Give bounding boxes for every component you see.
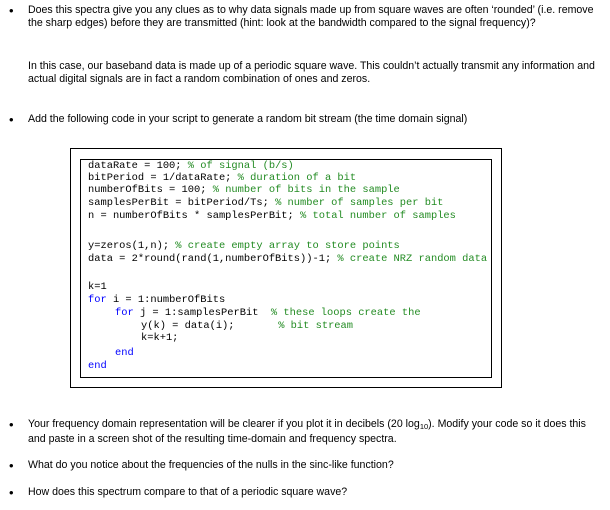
question-spectrum-compare: How does this spectrum compare to that of a periodic square wave?: [28, 486, 348, 498]
question-sinc-nulls: What do you notice about the frequencies of the nulls in the sinc-like function?: [28, 459, 394, 471]
code-line: numberOfBits = 100; % number of bits in the sample: [88, 184, 400, 196]
paragraph-baseband-data: In this case, our baseband data is made up of a periodic square wave. This couldn’t actually transmit any information and actual digital signals are in fact a random combination of ones and zeros.: [28, 60, 595, 85]
bullet-marker: •: [9, 417, 14, 432]
code-line: for j = 1:samplesPerBit % these loops create the: [115, 307, 421, 319]
instruction-plot-decibels: Your frequency domain representation will be clearer if you plot it in decibels (20 $\log_{10}$). Modify your code so it does this and paste in a screen shot of the resulting time-domain and frequency spectra.: [28, 418, 586, 445]
code-line: k=k+1;: [141, 332, 179, 344]
code-line: k=1: [88, 281, 107, 293]
instruction-add-code: Add the following code in your script to generate a random bit stream (the time domain signal): [28, 113, 468, 125]
code-line: bitPeriod = 1/dataRate; % duration of a bit: [88, 172, 357, 184]
code-line: end: [115, 347, 134, 359]
bullet-marker: •: [9, 458, 14, 473]
bullet-marker: •: [9, 485, 14, 500]
bullet-marker: •: [9, 3, 14, 18]
code-line: n = numberOfBits * samplesPerBit; % total number of samples: [88, 210, 456, 222]
code-line: y(k) = data(i); % bit stream: [141, 320, 354, 332]
question-rounded-square-waves: Does this spectra give you any clues as to why data signals made up from square waves are often ‘rounded’ (i.e. remove the sharp edges) before they are transmitted (hint: look at the bandwidth compared to the signal frequency)?: [28, 4, 594, 29]
log-subscript: 10: [419, 422, 429, 431]
bullet-marker: •: [9, 112, 14, 127]
code-line: dataRate = 100; % of signal (b/s): [88, 160, 294, 172]
code-line: for i = 1:numberOfBits: [88, 294, 226, 306]
code-box: [70, 148, 502, 388]
code-line: samplesPerBit = bitPeriod/Ts; % number of samples per bit: [88, 197, 444, 209]
code-listing: [80, 159, 492, 378]
code-line: data = 2*round(rand(1,numberOfBits))-1; % create NRZ random data: [88, 253, 488, 265]
code-line: y=zeros(1,n); % create empty array to store points: [88, 240, 400, 252]
code-line: end: [88, 360, 107, 372]
